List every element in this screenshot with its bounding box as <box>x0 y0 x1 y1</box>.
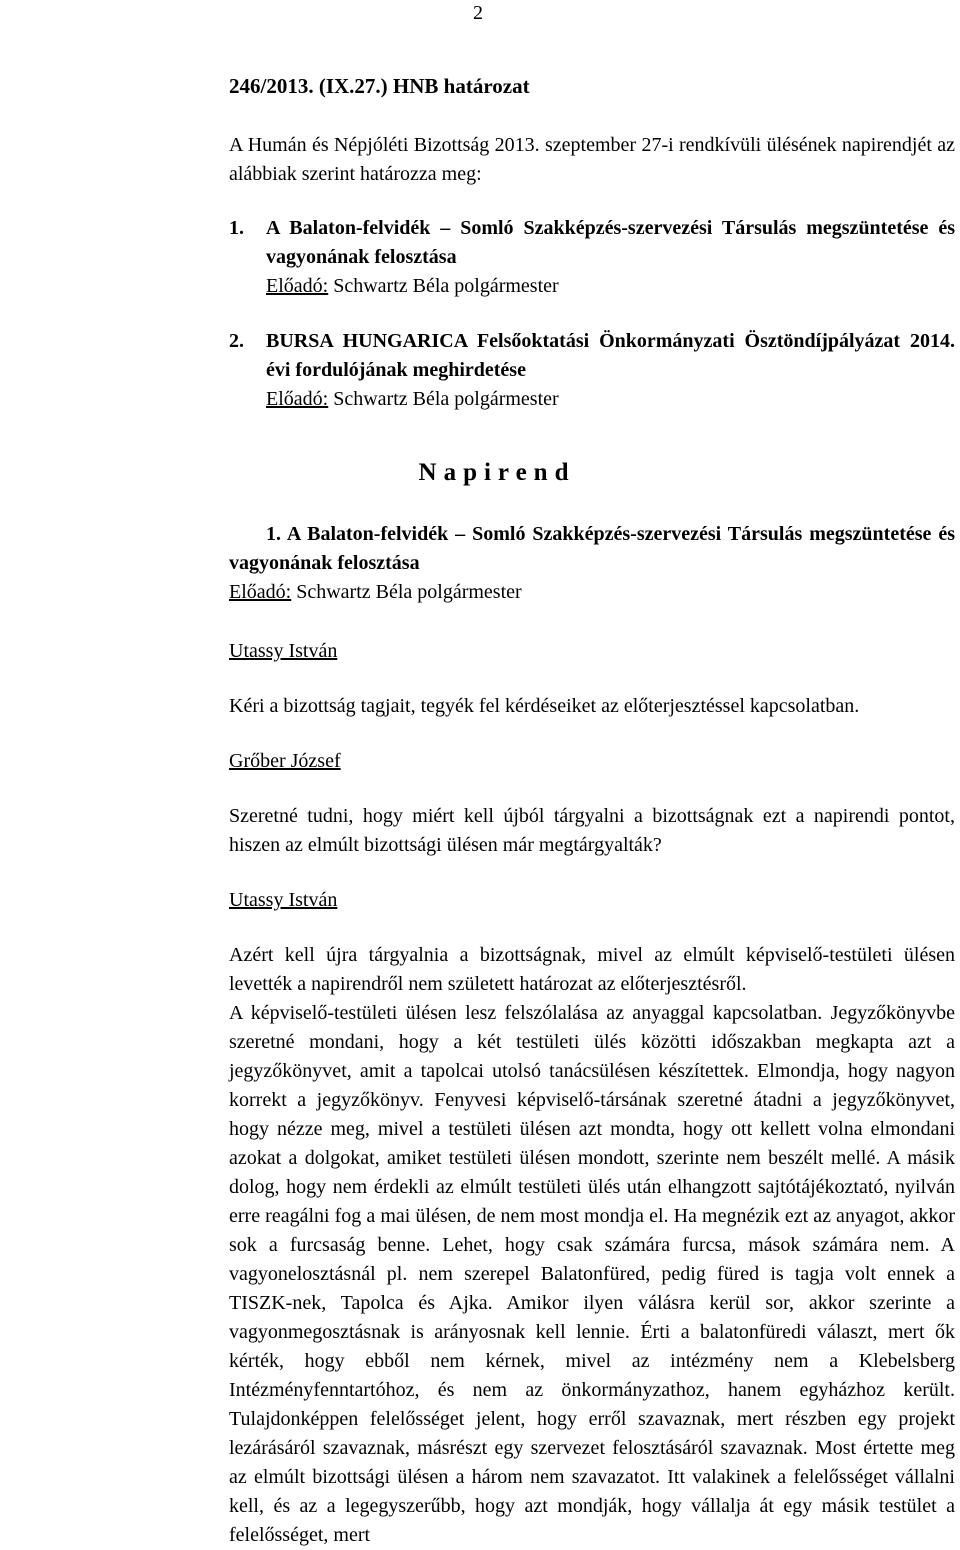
speaker-name: Grőber József <box>229 750 341 772</box>
presenter-name: Schwartz Béla polgármester <box>291 581 522 603</box>
agenda-item-title: A Balaton-felvidék – Somló Szakképzés-szervezési Társulás megszüntetése és vagyonának felosztása <box>266 217 955 268</box>
main-item-title <box>192 520 955 578</box>
napirend-heading: Napirend <box>418 459 576 486</box>
agenda-item-number: 2. <box>229 330 244 352</box>
agenda-item-presenter <box>266 385 955 414</box>
main-item-title-text: A Balaton-felvidék – Somló Szakképzés-szervezési Társulás megszüntetése és vagyonának felosztása <box>229 523 955 574</box>
agenda-item-title: BURSA HUNGARICA Felsőoktatási Önkormányzati Ösztöndíjpályázat 2014. évi fordulójának meghirdetése <box>266 330 955 381</box>
presenter-name: Schwartz Béla polgármester <box>328 388 559 410</box>
speech-paragraph: A képviselő-testületi ülésen lesz felszólalása az anyaggal kapcsolatban. Jegyzőkönyvbe szeretné mondani, hogy a két testületi ülés közötti időszakban megkapta azt a jegyzőkönyvet, amit a tapolcai utolsó tanácsülésen készítettek. Elmondja, hogy nagyon korrekt a jegyzőkönyv. Fenyvesi képviselő-társának szeretné átadni a jegyzőkönyvet, hogy nézze meg, mivel a testületi ülésen azt mondta, hogy ott kellett volna elmondani azokat a dolgokat, amiket testületi ülésen mondott, szerinte nem beszélt mellé. A másik dolog, hogy nem érdekli az elmúlt testületi ülés után elhangzott sajtótájékoztató, nyilván erre reagálni fog a mai ülésen, de nem most mondja el. Ha megnézik ezt az anyagot, akkor sok a furcsaság benne. Lehet, hogy csak számára furcsa, mások számára nem. A vagyonelosztásnál pl. nem szerepel Balatonfüred, pedig füred is tagja volt ennek a TISZK-nek, Tapolca és Ajka. Amikor ilyen válásra kerül sor, akkor szerinte a vagyonmegosztásnak is arányosnak kell lennie. Érti a balatonfüredi választ, mert ők kérték, hogy ebből nem kérnek, mivel az intézmény nem a Klebelsberg Intézményfenntartóhoz, és nem az önkormányzathoz, hanem egyházhoz került. Tulajdonképpen felelősséget jelent, hogy erről szavaznak, mert részben egy projekt lezárásáról szavaznak, másrészt egy szervezet felosztásáról szavaznak. Most értette meg az elmúlt bizottsági ülésen a három nem szavazatot. Itt valakinek a felelősséget vállalni kell, és az a legegyszerűbb, hogy azt mondják, hogy vállalja át egy másik testület a felelősséget, mert <box>229 1002 955 1546</box>
speaker-name: Utassy István <box>229 640 338 662</box>
transcript <box>229 637 955 1550</box>
main-item-presenter <box>229 578 955 607</box>
agenda-item-number: 1. <box>229 217 244 239</box>
presenter-label: Előadó: <box>266 388 329 410</box>
agenda-item-presenter <box>266 272 955 301</box>
resolution-intro: A Humán és Népjóléti Bizottság 2013. szeptember 27-i rendkívüli ülésének napirendjét az alábbiak szerint határozza meg: <box>229 134 955 185</box>
speech-paragraph: Kéri a bizottság tagjait, tegyék fel kérdéseiket az előterjesztéssel kapcsolatban. <box>229 695 860 717</box>
agenda-item <box>229 327 955 414</box>
speech-paragraph: Azért kell újra tárgyalnia a bizottságnak, mivel az elmúlt képviselő-testületi ülésen levették a napirendről nem született határozat az előterjesztésről. <box>229 944 955 995</box>
speech-paragraph: Szeretné tudni, hogy miért kell újból tárgyalni a bizottságnak ezt a napirendi pontot, hiszen az elmúlt bizottsági ülésen már megtárgyalták? <box>229 805 955 856</box>
page-number: 2 <box>473 2 483 24</box>
presenter-label: Előadó: <box>266 275 329 297</box>
main-agenda-item <box>229 520 955 607</box>
main-item-number: 1. <box>266 523 281 545</box>
speaker-name: Utassy István <box>229 889 338 911</box>
presenter-name: Schwartz Béla polgármester <box>328 275 559 297</box>
agenda-item <box>229 214 955 301</box>
presenter-label: Előadó: <box>229 581 292 603</box>
agenda-list <box>229 214 955 440</box>
resolution-title: 246/2013. (IX.27.) HNB határozat <box>229 74 530 98</box>
